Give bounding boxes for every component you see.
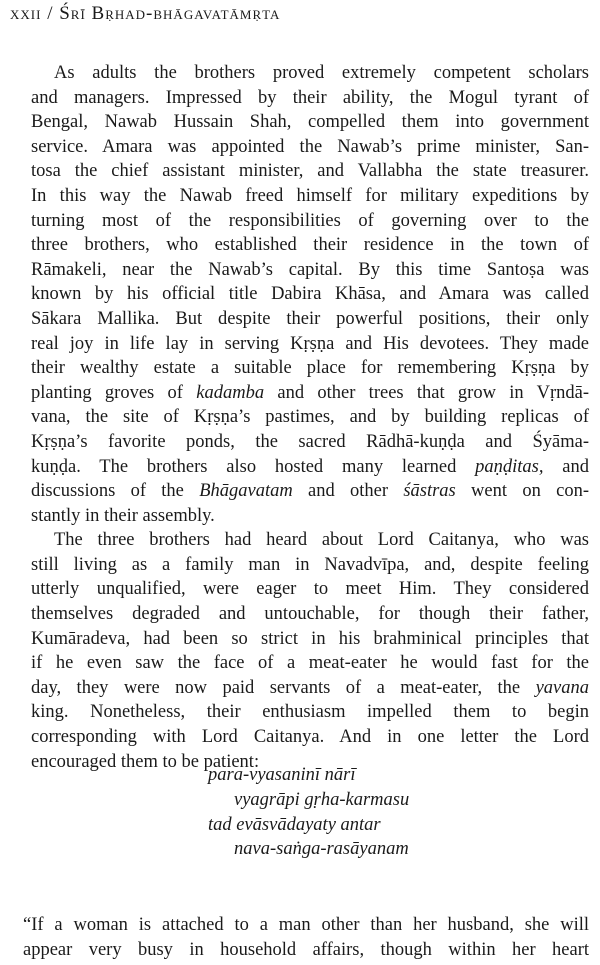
paragraph-brothers-service <box>31 61 589 528</box>
italic-term: yavana <box>535 677 589 698</box>
text-line: real joy in life lay in serving Kṛṣṇa and His devotees. They made <box>31 333 589 354</box>
text-line: utterly unqualified, were eager to meet Him. They considered <box>31 579 589 600</box>
text-line: In this way the Nawab freed himself for military expeditions by <box>31 185 589 206</box>
text-line: stantly in their assembly. <box>31 505 215 526</box>
verse-line: vyagrāpi gṛha-karmasu <box>234 789 410 810</box>
text-line: As adults the brothers proved extremely competent scholars <box>54 63 589 83</box>
italic-term: śāstras <box>403 481 456 502</box>
text-line: kuṇḍa. The brothers also hosted many learned paṇḍitas, and <box>31 456 589 477</box>
text-line: planting groves of kadamba and other trees that grow in Vṛndā- <box>31 382 589 403</box>
text-line: if he even saw the face of a meat-eater he would fast for the <box>31 653 589 674</box>
sanskrit-verse <box>208 763 409 862</box>
text-line: Kṛṣṇa’s favorite ponds, the sacred Rādhā-kuṇḍa and Śyāma- <box>31 431 589 452</box>
book-title: Śrī Bṛhad-bhāgavatāmṛta <box>59 3 281 24</box>
text-line: encouraged them to be patient: <box>31 751 260 772</box>
running-head-separator: / <box>47 3 54 24</box>
text-line: “If a woman is attached to a man other than her husband, she will <box>23 915 589 935</box>
paragraph-lord-caitanya <box>31 528 589 774</box>
text-line: king. Nonetheless, their enthusiasm impelled them to begin <box>31 702 589 723</box>
text-line: Rāmakeli, near the Nawab’s capital. By this time Santoṣa was <box>31 259 589 280</box>
text-line: day, they were now paid servants of a meat-eater, the yavana <box>31 677 589 698</box>
text-line: corresponding with Lord Caitanya. And in one letter the Lord <box>31 727 589 748</box>
italic-term: Bhāgavatam <box>199 481 293 502</box>
text-line: their wealthy estate a suitable place for remembering Kṛṣṇa by <box>31 358 589 379</box>
text-line: themselves degraded and untouchable, for though their father, <box>31 604 589 625</box>
text-line: Bengal, Nawab Hussain Shah, compelled them into government <box>31 112 589 133</box>
verse-line: para-vyasaninī nārī <box>208 765 356 785</box>
italic-term: paṇḍitas, <box>475 456 544 477</box>
text-line: still living as a family man in Navadvīpa, and, despite feeling <box>31 554 589 575</box>
text-line: and managers. Impressed by their ability, the Mogul tyrant of <box>31 87 589 108</box>
main-text <box>31 61 589 774</box>
text-line: three brothers, who established their residence in the town of <box>31 235 589 256</box>
text-line: Sākara Mallika. But despite their powerful positions, their only <box>31 308 589 329</box>
verse-line: nava-saṅga-rasāyanam <box>234 839 409 860</box>
text-line: The three brothers had heard about Lord Caitanya, who was <box>54 530 589 551</box>
running-head <box>10 3 280 25</box>
text-line: appear very busy in household affairs, though within her heart <box>23 939 589 960</box>
text-line: known by his official title Dabira Khāsa, and Amara was called <box>31 284 589 305</box>
text-line: Kumāradeva, had been so strict in his brahminical principles that <box>31 628 589 649</box>
verse-translation <box>23 913 589 962</box>
text-line: service. Amara was appointed the Nawab’s prime minister, San- <box>31 136 589 157</box>
text-line: turning most of the responsibilities of governing over to the <box>31 210 589 231</box>
italic-term: kadamba <box>196 382 265 403</box>
text-line: vana, the site of Kṛṣṇa’s pastimes, and by building replicas of <box>31 407 589 428</box>
page-number: xxii <box>10 3 42 24</box>
text-line: discussions of the Bhāgavatam and other śāstras went on con- <box>31 481 589 502</box>
text-line: tosa the chief assistant minister, and Vallabha the state treasurer. <box>31 161 589 182</box>
verse-line: tad evāsvādayaty antar <box>208 814 381 835</box>
